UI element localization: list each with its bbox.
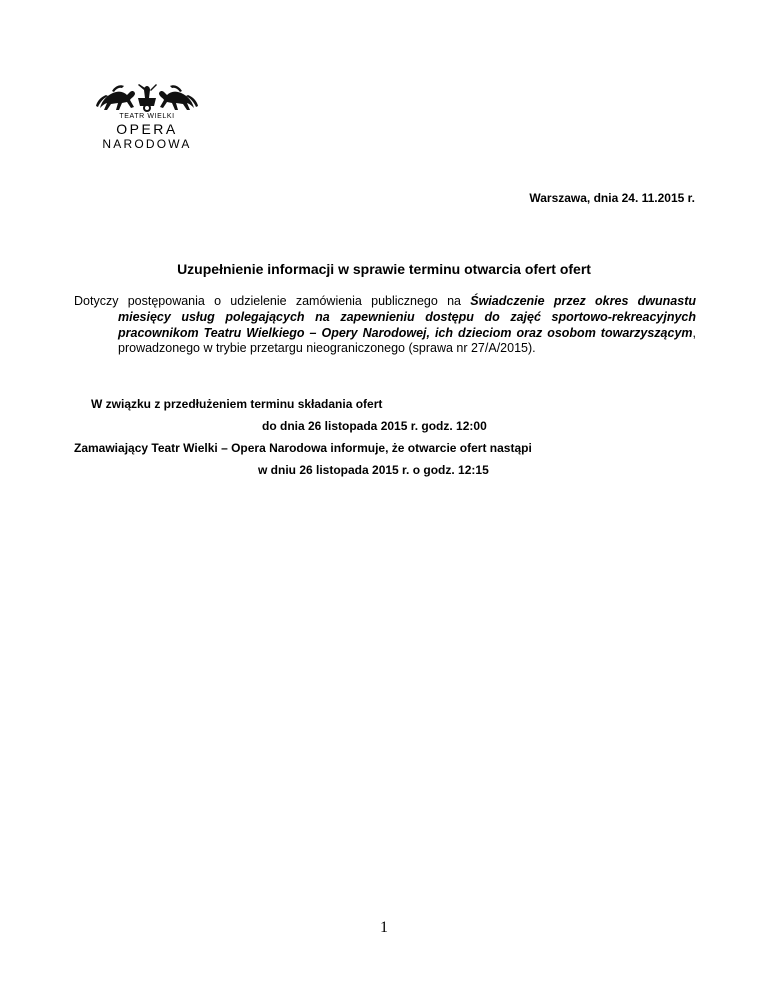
notice-line-1: W związku z przedłużeniem terminu składania ofert [91, 397, 383, 411]
document-date: Warszawa, dnia 24. 11.2015 r. [529, 191, 695, 205]
paragraph-first-line [74, 294, 696, 310]
opera-logo [88, 82, 206, 152]
paragraph-emphasis-start: Świadczenie przez okres dwunastu [470, 294, 696, 308]
logo-opera: OPERA [116, 121, 178, 137]
quadriga-logo-icon [94, 82, 200, 114]
page-number: 1 [380, 919, 388, 936]
subject-paragraph [74, 294, 696, 357]
paragraph-continuation [74, 310, 696, 357]
paragraph-tail: , prowadzonego w trybie przetargu nieograniczonego (sprawa nr 27/A/2015). [118, 325, 696, 356]
logo-teatr-wielki: TEATR WIELKI [119, 113, 175, 120]
paragraph-emphasis-rest: miesięcy usług polegających na zapewnieniu dostępu do zajęć sportowo-rekreacyjnych pracownikom Teatru Wielkiego – Opery Narodowej, ich dzieciom oraz osobom towarzyszącym [118, 309, 696, 340]
paragraph-lead: Dotyczy postępowania o udzielenie zamówienia publicznego na [74, 294, 471, 308]
notice-line-2: do dnia 26 listopada 2015 r. godz. 12:00 [262, 419, 487, 433]
logo-narodowa: NARODOWA [102, 137, 192, 151]
notice-line-4: w dniu 26 listopada 2015 r. o godz. 12:15 [258, 463, 489, 477]
notice-line-3: Zamawiający Teatr Wielki – Opera Narodowa informuje, że otwarcie ofert nastąpi [74, 441, 532, 455]
document-title: Uzupełnienie informacji w sprawie terminu otwarcia ofert ofert [177, 261, 591, 277]
